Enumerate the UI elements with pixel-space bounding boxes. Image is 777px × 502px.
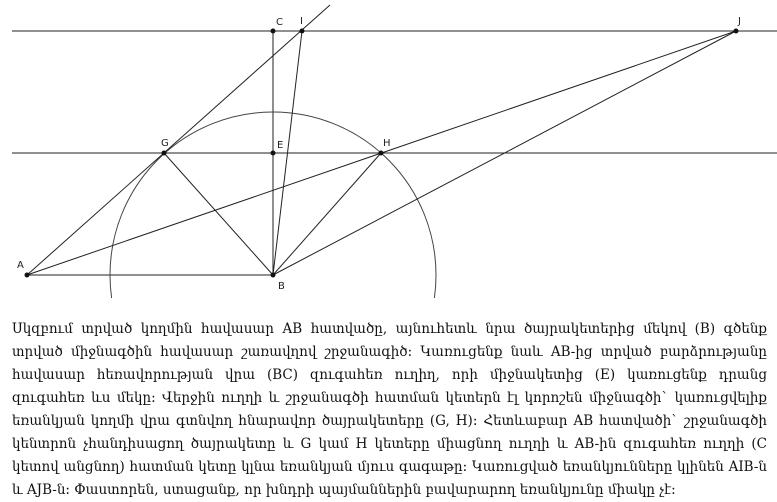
label-b: B xyxy=(278,281,285,292)
point-g xyxy=(162,151,167,156)
construction-description: Սկզբում տրված կողմին հավասար AB հատվածը, այնուհետև նրա ծայրակետերից մեկով (B) գծենք տրված միջնագծին հավասար շառավղով շրջանագիծ: Կառուցենք նաև AB-ից տրված բարձրությանը հավասար հեռավորության վրա (BC) զուգահեռ ուղիղ, որի միջնակետից (E) կառուցենք դրանց զուգահեռ ևս մեկը: Վերջին ուղղի և շրջանագծի հատման կետերն էլ կորոշեն միջնագծի` կառուցվելիք եռանկյան կողմի վրա գտնվող հնարավոր ծայրակետերը (G, H): Հետևաբար AB հատվածի` շրջանագծի կենտրոն չհանդիսացող ծայրակետը և G կամ H կետերը միացնող ուղղի և AB-ին զուգահեռ ուղղի (C կետով անցնող) հատման կետը կլնա եռանկյան մյուս գագաթը: Կառուցված եռանկյունները կլինեն AIB-ն և AJB-ն: Փաստորեն, ստացանք, որ խնդրի պայմաններին բավարարող եռանկյունը միակը չէ: xyxy=(12,321,767,498)
label-j: J xyxy=(738,16,741,27)
label-c: C xyxy=(276,17,283,28)
point-j xyxy=(734,29,739,34)
label-e: E xyxy=(277,140,284,151)
point-c xyxy=(271,29,276,34)
point-i xyxy=(300,29,305,34)
label-i: I xyxy=(300,16,303,27)
label-a: A xyxy=(17,260,24,271)
point-e xyxy=(271,151,276,156)
segment-bg xyxy=(164,153,273,275)
point-h xyxy=(379,151,384,156)
label-h: H xyxy=(383,138,391,149)
label-g: G xyxy=(161,138,169,149)
point-a xyxy=(25,273,30,278)
point-b xyxy=(271,273,276,278)
line-a-g-i xyxy=(27,5,330,275)
